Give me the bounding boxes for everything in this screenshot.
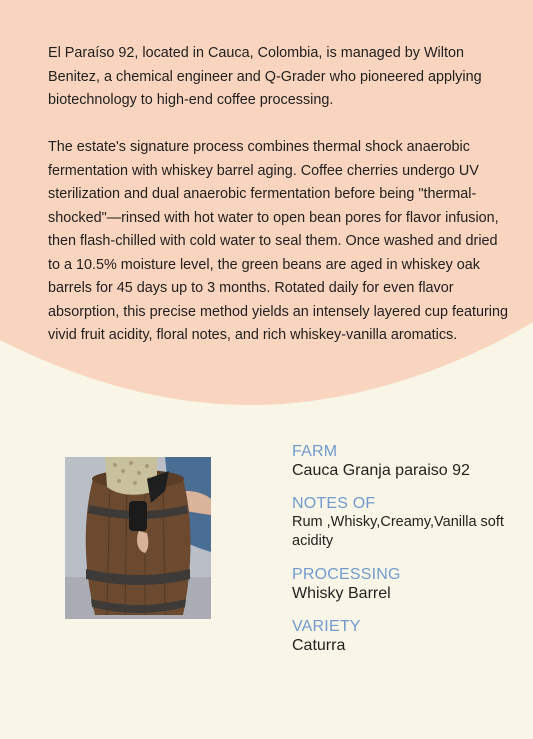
coffee-barrel-photo bbox=[65, 457, 211, 619]
notes-value: Rum ,Whisky,Creamy,Vanilla soft acidity bbox=[292, 514, 504, 549]
intro-paragraph-2: The estate's signature process combines thermal shock anaerobic fermentation with whiskey barrel aging. Coffee cherries undergo UV sterilization and dual anaerobic fermentation before being "thermal-shocked"—rinsed with hot water to open bean pores for flavor infusion, then flash-chilled with cold water to seal them. Once washed and dried to a 10.5% moisture level, the green beans are aged in whiskey oak barrels for 45 days up to 3 months. Rotated daily for even flavor absorption, this precise method yields an intensely layered cup featuring vivid fruit acidity, floral notes, and rich whiskey-vanilla aromatics. bbox=[48, 139, 508, 343]
variety-value: Caturra bbox=[292, 637, 346, 654]
variety-label: VARIETY bbox=[292, 618, 361, 635]
intro-paragraph-1: El Paraíso 92, located in Cauca, Colombia, is managed by Wilton Benitez, a chemical engineer and Q-Grader who pioneered applying biotechnology to high-end coffee processing. bbox=[48, 45, 482, 108]
variety-detail bbox=[292, 617, 522, 655]
coffee-details bbox=[292, 442, 522, 669]
processing-value: Whisky Barrel bbox=[292, 585, 391, 602]
intro-text bbox=[48, 42, 510, 348]
farm-detail bbox=[292, 442, 522, 480]
farm-label: FARM bbox=[292, 443, 338, 460]
processing-label: PROCESSING bbox=[292, 566, 401, 583]
farm-value: Cauca Granja paraiso 92 bbox=[292, 462, 470, 479]
processing-detail bbox=[292, 565, 522, 603]
notes-detail bbox=[292, 494, 522, 551]
notes-label: NOTES OF bbox=[292, 495, 376, 512]
